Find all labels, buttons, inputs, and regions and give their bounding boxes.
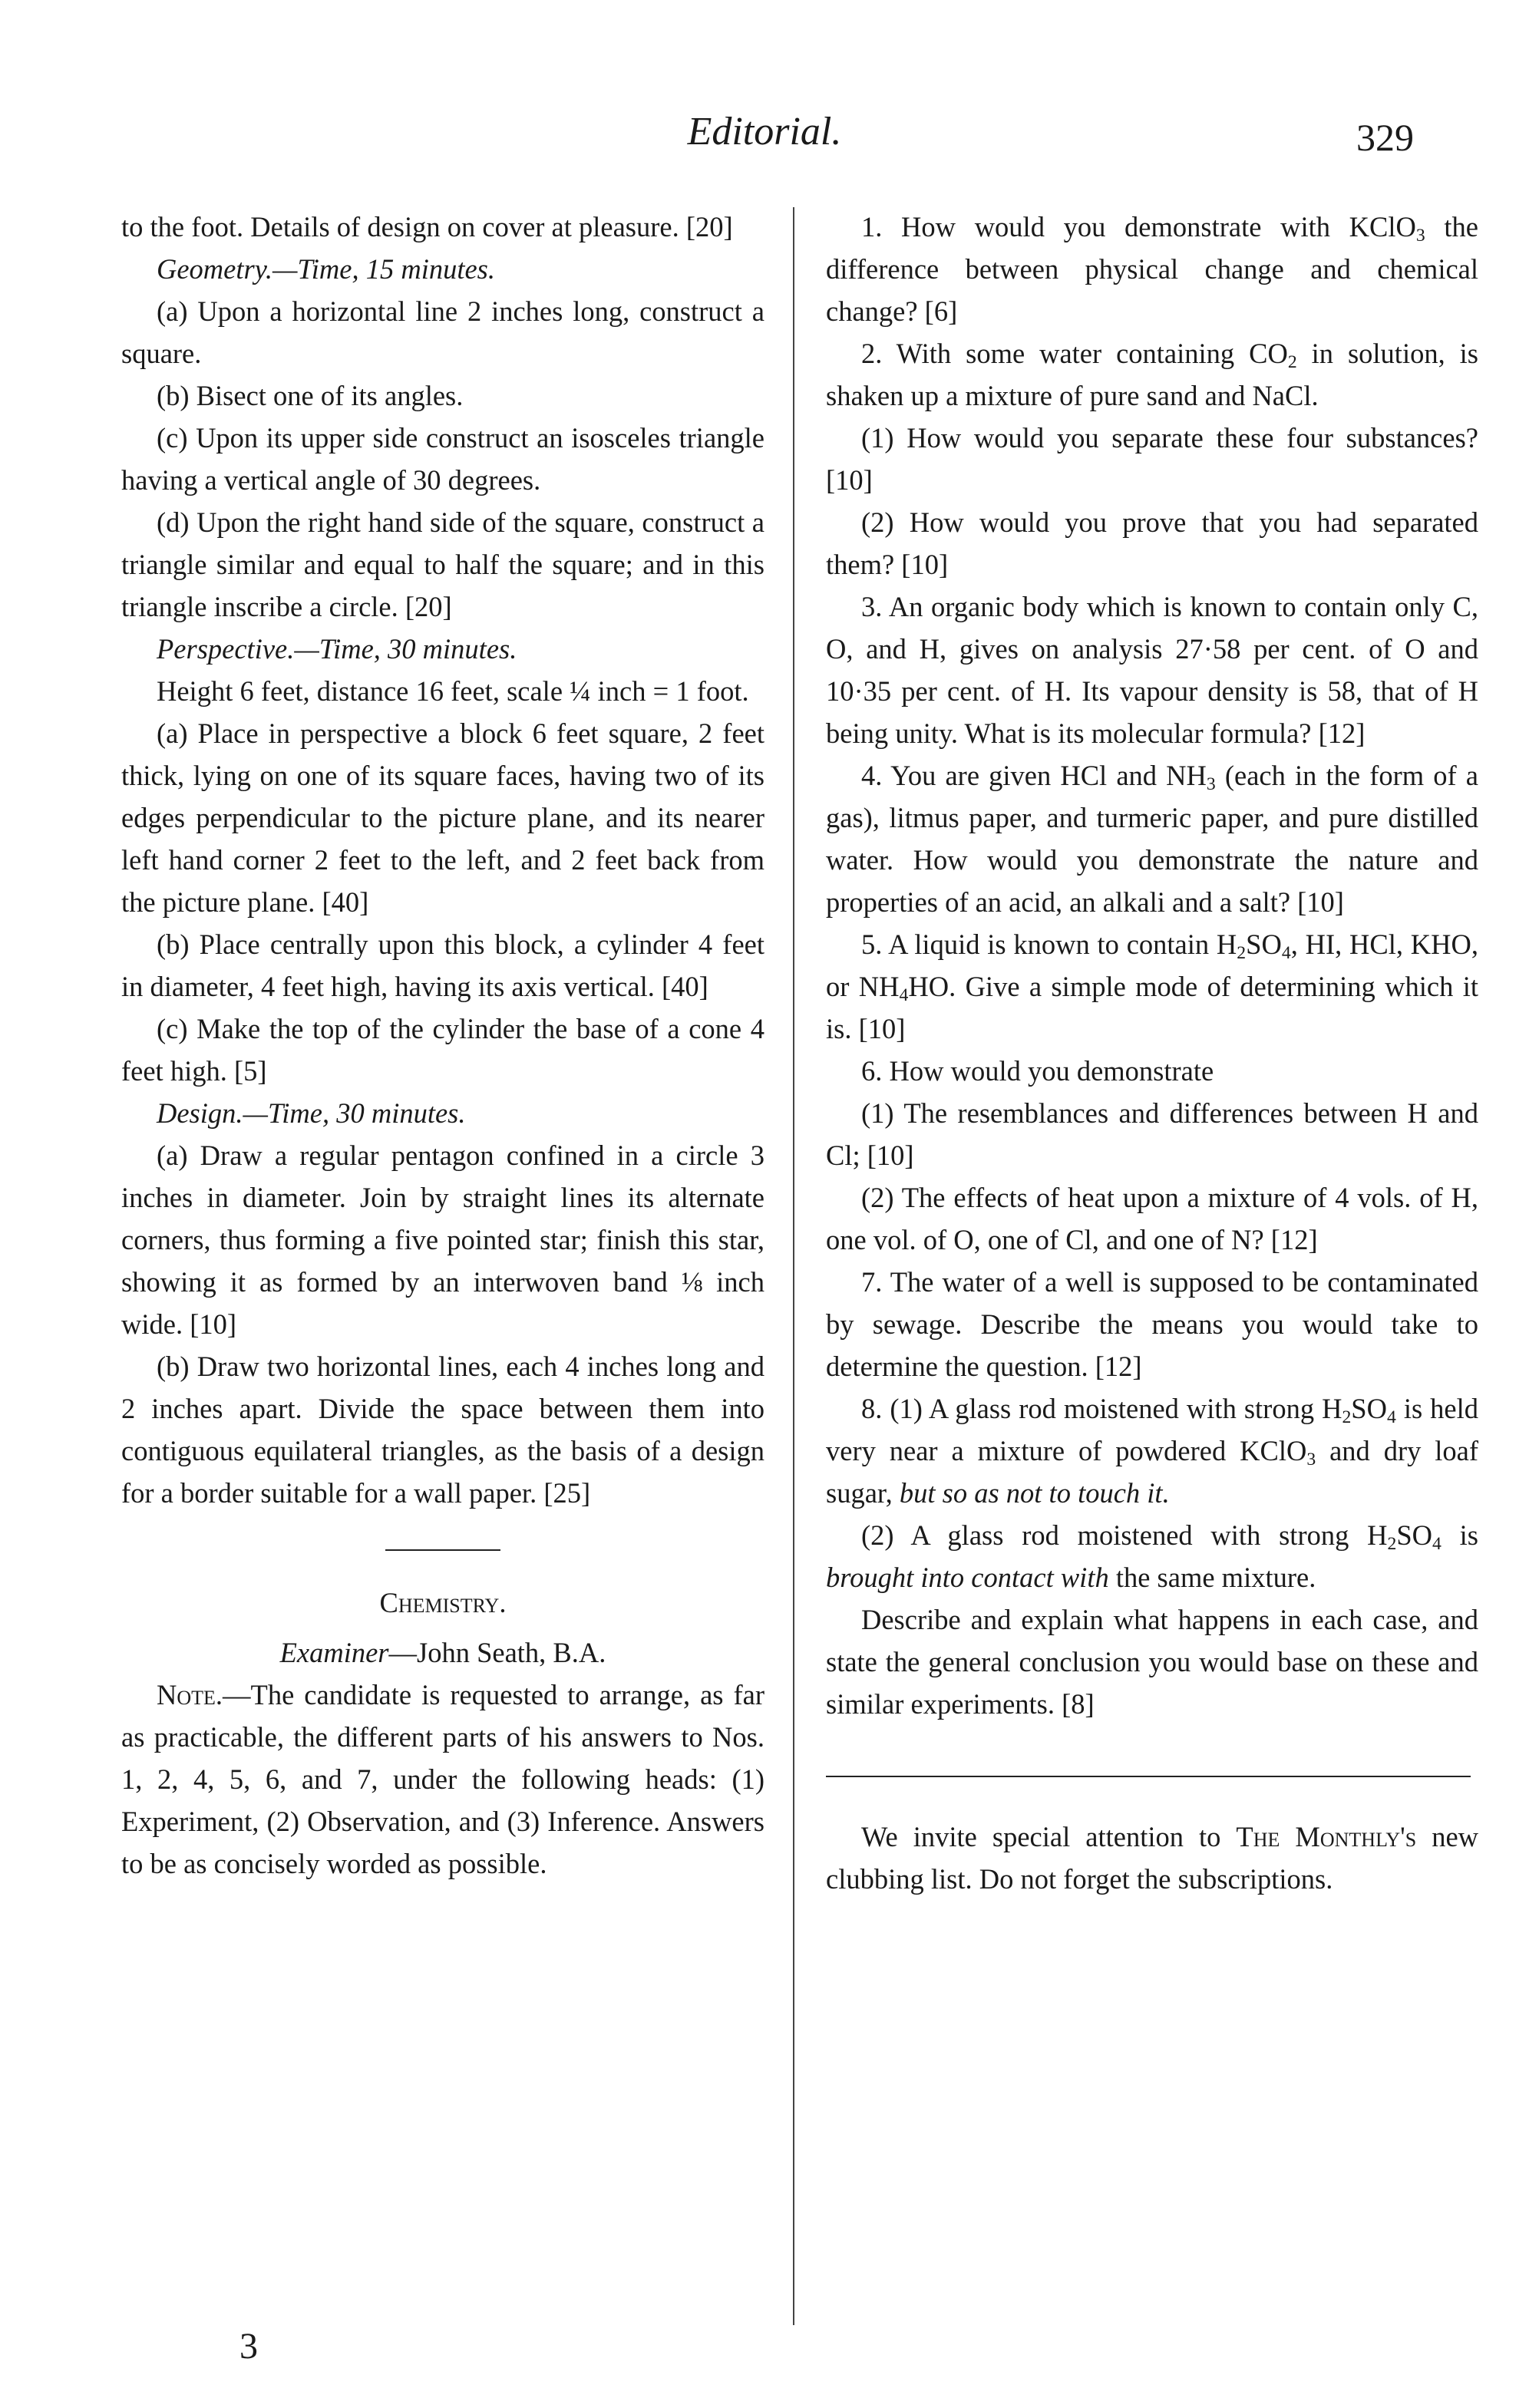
notice-divider	[826, 1776, 1471, 1777]
question-6-part-2: (2) The effects of heat upon a mixture of 4 vols. of H, one vol. of O, one of Cl, and one of N? [12]	[826, 1182, 1478, 1255]
signature-mark: 3	[239, 2326, 258, 2367]
note-text: —The candidate is requested to arrange, as far as practicable, the different parts of his answers to Nos. 1, 2, 4, 5, 6, and 7, under the following heads: (1) Experiment, (2) Observation, and (3) Inference. Answers to be as concisely worded as possible.	[121, 1679, 764, 1879]
question-6: 6. How would you demonstrate	[861, 1055, 1214, 1087]
section-divider	[385, 1549, 500, 1551]
question-2-part-2: (2) How would you prove that you had separated them? [10]	[826, 506, 1478, 580]
right-column	[826, 206, 1478, 1900]
design-item-b: (b) Draw two horizontal lines, each 4 inches long and 2 inches apart. Divide the space between them into contiguous equilateral triangles, as the basis of a design for a border suitable for a wall paper. [25]	[121, 1351, 764, 1509]
question-8-description: Describe and explain what happens in each case, and state the general conclusion you would base on these and similar experiments. [8]	[826, 1604, 1478, 1720]
question-3: 3. An organic body which is known to contain only C, O, and H, gives on analysis 27·58 per cent. of O and 10·35 per cent. of H. Its vapour density is 58, that of H being unity. What is its molecular formula? [12]	[826, 591, 1478, 749]
chemistry-heading: Chemistry.	[379, 1587, 507, 1618]
perspective-intro: Height 6 feet, distance 16 feet, scale ¼ inch = 1 foot.	[157, 675, 749, 707]
examiner-name: —John Seath, B.A.	[388, 1637, 606, 1668]
column-divider	[793, 207, 794, 2325]
page-number: 329	[1356, 116, 1414, 159]
design-item-a: (a) Draw a regular pentagon confined in a circle 3 inches in diameter. Join by straight lines its alternate corners, thus forming a five pointed star; finish this star, showing it as formed by an interwoven band ⅛ inch wide. [10]	[121, 1140, 764, 1340]
question-7: 7. The water of a well is supposed to be contaminated by sewage. Describe the means you would take to determine the question. [12]	[826, 1266, 1478, 1382]
geometry-item-c: (c) Upon its upper side construct an isosceles triangle having a vertical angle of 30 degrees.	[121, 422, 764, 496]
question-4: 4. You are given HCl and $NH_3$ (each in the form of a gas), litmus paper, and turmeric paper, and pure distilled water. How would you demonstrate the nature and properties of an acid, an alkali and a salt? [10]	[826, 760, 1479, 918]
design-heading: Design.—Time, 30 minutes.	[157, 1097, 466, 1129]
paragraph: to the foot. Details of design on cover at pleasure. [20]	[121, 211, 733, 242]
question-8-part-1: 8. (1) A glass rod moistened with strong $H_2SO_4$ is held very near a mixture of powdered KClO$_3$ and dry loaf sugar, but so as not to touch it.	[826, 1393, 1479, 1509]
perspective-item-a: (a) Place in perspective a block 6 feet square, 2 feet thick, lying on one of its square faces, having two of its edges perpendicular to the picture plane, and its nearer left hand corner 2 feet to the left, and 2 feet back from the picture plane. [40]	[121, 717, 764, 918]
question-6-part-1: (1) The resemblances and differences between H and Cl; [10]	[826, 1097, 1478, 1171]
question-5: 5. A liquid is known to contain $H_2SO_4$, HI, HCl, KHO, or $NH_4HO$. Give a simple mode of determining which it is. [10]	[826, 929, 1479, 1044]
examiner-label: Examiner	[279, 1637, 389, 1668]
question-2: 2. With some water containing $CO_2$ in solution, is shaken up a mixture of pure sand and NaCl.	[826, 338, 1478, 411]
note-paragraph	[121, 1674, 764, 1885]
geometry-item-a: (a) Upon a horizontal line 2 inches long, construct a square.	[121, 295, 764, 369]
question-2-part-1: (1) How would you separate these four substances? [10]	[826, 422, 1478, 496]
subscription-notice: We invite special attention to The Monthly's new clubbing list. Do not forget the subscriptions.	[826, 1821, 1479, 1895]
left-column	[121, 206, 764, 1885]
geometry-item-d: (d) Upon the right hand side of the square, construct a triangle similar and equal to half the square; and in this triangle inscribe a circle. [20]	[121, 506, 764, 622]
examiner-line	[121, 1631, 764, 1674]
question-8-part-2: (2) A glass rod moistened with strong $H_2SO_4$ is brought into contact with the same mixture.	[826, 1519, 1478, 1593]
geometry-heading: Geometry.—Time, 15 minutes.	[157, 253, 496, 285]
geometry-item-b: (b) Bisect one of its angles.	[157, 380, 464, 411]
perspective-item-b: (b) Place centrally upon this block, a cylinder 4 feet in diameter, 4 feet high, having its axis vertical. [40]	[121, 929, 764, 1002]
perspective-item-c: (c) Make the top of the cylinder the base of a cone 4 feet high. [5]	[121, 1013, 764, 1087]
running-head: Editorial.	[687, 110, 842, 153]
question-1: 1. How would you demonstrate with KClO$_3$ the difference between physical change and chemical change? [6]	[826, 211, 1478, 327]
note-label: Note.	[157, 1679, 223, 1710]
perspective-heading: Perspective.—Time, 30 minutes.	[157, 633, 517, 665]
